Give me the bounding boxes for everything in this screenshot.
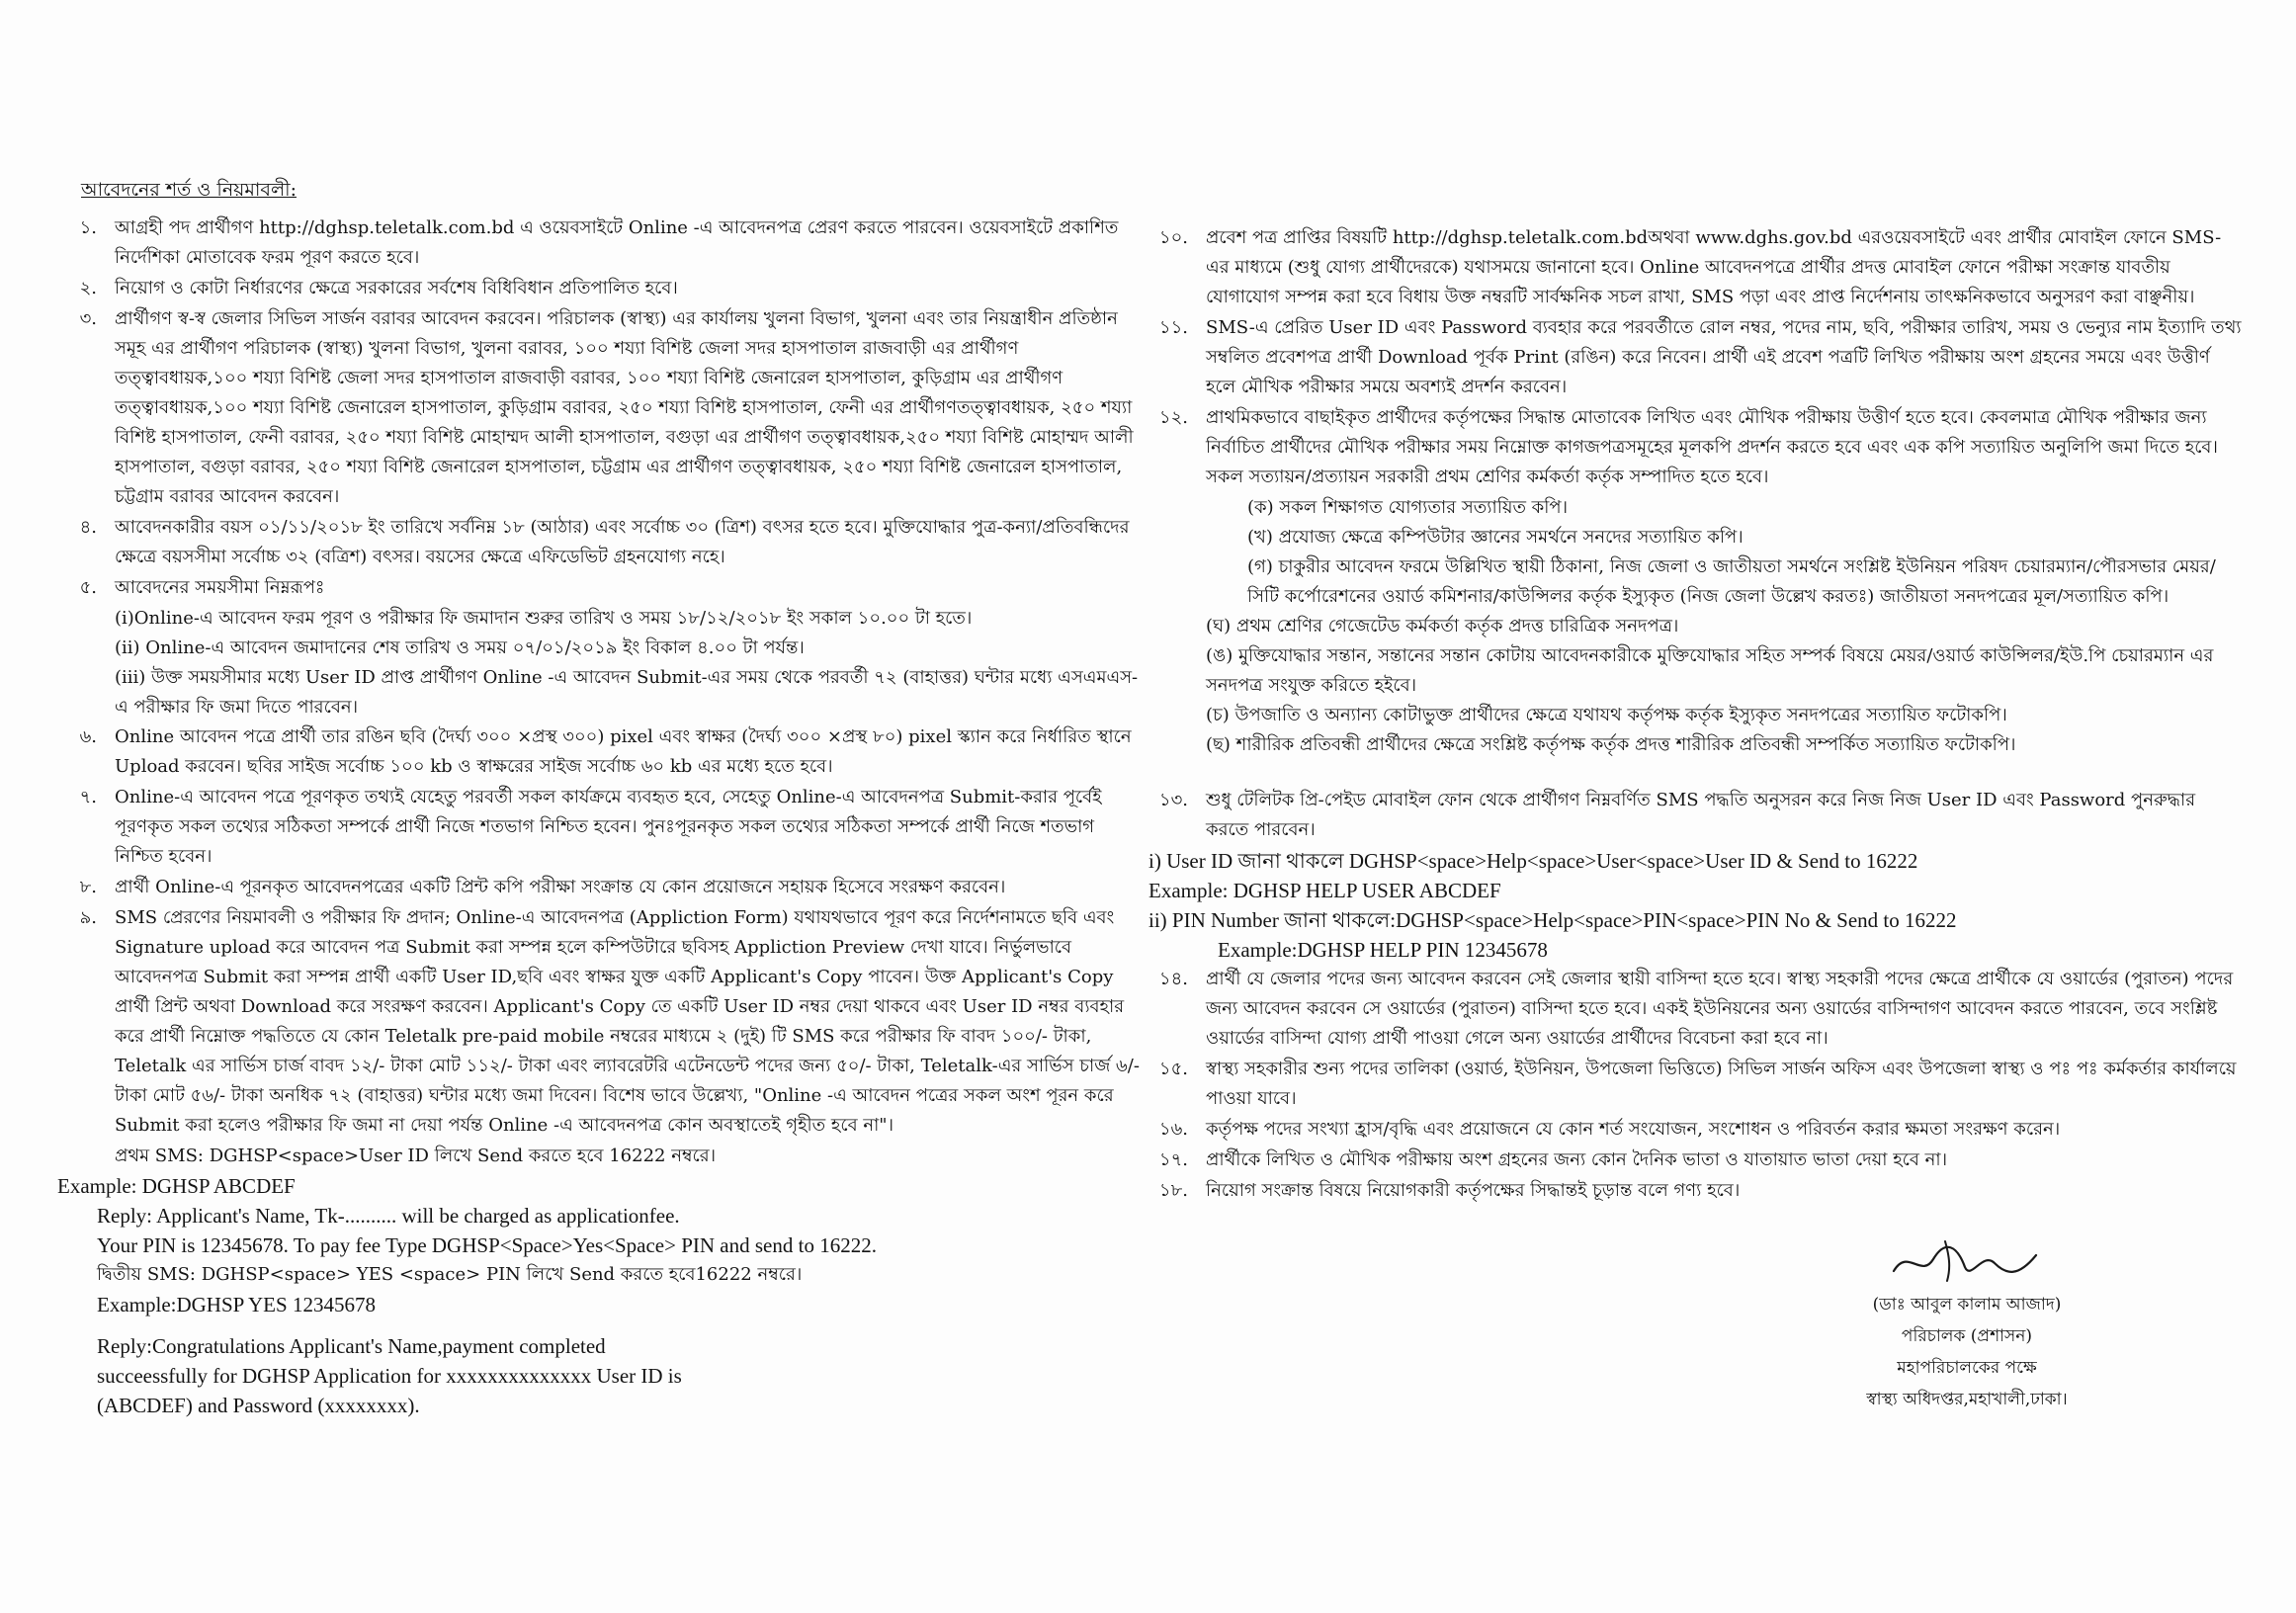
item-number: ৩. [79, 308, 97, 329]
timeline-sub-2: (ii) Online-এ আবেদন জমাদানের শেষ তারিখ ও সময় ০৭/০১/২০১৯ ইং বিকাল ৪.০০ টা পর্যন্ত। [115, 637, 805, 658]
document-sub-chha: (ছ) শারীরিক প্রতিবন্ধী প্রার্থীদের ক্ষেত্রে সংশ্লিষ্ট কর্তৃপক্ষ কর্তৃক প্রদত্ত শারীরিক প্রতিবন্ধী সম্পর্কিত সত্যায়িত ফটোকপি। [1206, 734, 2016, 755]
left-column [57, 176, 1145, 1420]
condition-item-13 [1148, 786, 2242, 845]
recovery-pin: ii) PIN Number জানা থাকলে:DGHSP<space>Help<space>PIN<space>PIN No & Send to 16222 [1148, 908, 1957, 932]
condition-item-14 [1148, 965, 2242, 1054]
item-number: ১৪. [1158, 969, 1188, 989]
item-text: প্রার্থীগণ স্ব-স্ব জেলার সিভিল সার্জন বরাবর আবেদন করবেন। পরিচালক (স্বাস্থ্য) এর কার্যালয় খুলনা বিভাগ, খুলনা এবং তার নিয়ন্ত্রাধীন প্রতিষ্ঠান সমূহ এর প্রার্থীগণ পরিচালক (স্বাস্থ্য) খুলনা বিভাগ, খুলনা বরাবর, ১০০ শয্যা বিশিষ্ট জেলা সদর হাসপাতাল রাজবাড়ী এর প্রার্থীগণ তত্ত্বাবধায়ক,১০০ শয্যা বিশিষ্ট জেলা সদর হাসপাতাল রাজবাড়ী বরাবর, ১০০ শয্যা বিশিষ্ট জেনারেল হাসপাতাল, কুড়িগ্রাম এর প্রার্থীগণ তত্ত্বাবধায়ক,১০০ শয্যা বিশিষ্ট জেনারেল হাসপাতাল, কুড়িগ্রাম বরাবর, ২৫০ শয্যা বিশিষ্ট হাসপাতাল, ফেনী এর প্রার্থীগণতত্ত্বাবধায়ক, ২৫০ শয্যা বিশিষ্ট হাসপাতাল, ফেনী বরাবর, ২৫০ শয্যা বিশিষ্ট মোহাম্মদ আলী হাসপাতাল, বগুড়া এর প্রার্থীগণ তত্ত্বাবধায়ক,২৫০ শয্যা বিশিষ্ট মোহাম্মদ আলী হাসপাতাল, বগুড়া বরাবর, ২৫০ শয্যা বিশিষ্ট জেনারেল হাসপাতাল, চট্টগ্রাম এর প্রার্থীগণ তত্ত্বাবধায়ক, ২৫০ শয্যা বিশিষ্ট জেনারেল হাসপাতাল, চট্টগ্রাম বরাবর আবেদন করবেন। [115, 308, 1134, 507]
second-sms-instruction: দ্বিতীয় SMS: DGHSP<space> YES <space> PIN লিখে Send করতে হবে16222 নম্বরে। [97, 1264, 803, 1285]
recovery-user-id-example: Example: DGHSP HELP USER ABCDEF [1148, 879, 1501, 902]
condition-item-1 [57, 213, 1145, 273]
item-text: আবেদনকারীর বয়স ০১/১১/২০১৮ ইং তারিখে সর্বনিম্ন ১৮ (আঠার) এবং সর্বোচ্চ ৩০ (ত্রিশ) বৎসর হতে হবে। মুক্তিযোদ্ধার পুত্র-কন্যা/প্রতিবন্ধিদের ক্ষেত্রে বয়সসীমা সর্বোচ্চ ৩২ (বত্রিশ) বৎসর। বয়সের ক্ষেত্রে এফিডেভিট গ্রহনযোগ্য নহে। [115, 517, 1130, 567]
recovery-user-id: i) User ID জানা থাকলে DGHSP<space>Help<space>User<space>User ID & Send to 16222 [1148, 849, 1918, 873]
item-text: SMS-এ প্রেরিত User ID এবং Password ব্যবহার করে পরবর্তীতে রোল নম্বর, পদের নাম, ছবি, পরীক্ষার তারিখ, সময় ও ভেন্যুর নাম ইত্যাদি তথ্য সম্বলিত প্রবেশপত্র প্রার্থী Download পূর্বক Print (রঙিন) করে নিবেন। প্রার্থী এই প্রবেশ পত্রটি লিখিত পরীক্ষায় অংশ গ্রহনের সময়ে এবং উত্তীর্ণ হলে মৌখিক পরীক্ষার সময়ে অবশ্যই প্রদর্শন করবেন। [1206, 317, 2242, 397]
item-number: ৪. [79, 517, 97, 538]
item-text: প্রার্থী যে জেলার পদের জন্য আবেদন করবেন সেই জেলার স্থায়ী বাসিন্দা হতে হবে। স্বাস্থ্য সহকারী পদের ক্ষেত্রে প্রার্থীকে যে ওয়ার্ডের (পুরাতন) পদের জন্য আবেদন করবেন সে ওয়ার্ডের (পুরাতন) বাসিন্দা হতে হবে। একই ইউনিয়নের অন্য ওয়ার্ডের বাসিন্দাগণ আবেদন করতে পারবেন, তবে সংশ্লিষ্ট ওয়ার্ডের বাসিন্দা যোগ্য প্রার্থী পাওয়া গেলে অন্য ওয়ার্ডের প্রার্থীদের বিবেচনা করা হবে না। [1206, 969, 2234, 1049]
item-number: ৬. [79, 726, 97, 747]
condition-item-2 [57, 274, 1145, 303]
right-column [1148, 223, 2242, 1207]
condition-item-4 [57, 513, 1145, 572]
item-text: প্রার্থী Online-এ পূরনকৃত আবেদনপত্রের একটি প্রিন্ট কপি পরীক্ষা সংক্রান্ত যে কোন প্রয়োজনে সহায়ক হিসেবে সংরক্ষণ করবেন। [115, 877, 1006, 897]
item-text: কর্তৃপক্ষ পদের সংখ্যা হ্রাস/বৃদ্ধি এবং প্রয়োজনে যে কোন শর্ত সংযোজন, সংশোধন ও পরিবর্তন করার ক্ষমতা সংরক্ষণ করেন। [1206, 1119, 2061, 1140]
item-number: ১৫. [1158, 1059, 1188, 1079]
item-text: শুধু টেলিটক প্রি-পেইড মোবাইল ফোন থেকে প্রার্থীগণ নিম্নবর্ণিত SMS পদ্ধতি অনুসরন করে নিজ নিজ User ID এবং Password পুনরুদ্ধার করতে পারবেন। [1206, 790, 2196, 840]
timeline-sub-1: (i)Online-এ আবেদন ফরম পূরণ ও পরীক্ষার ফি জমাদান শুরুর তারিখ ও সময় ১৮/১২/২০১৮ ইং সকাল ১০.০০ টা হতে। [115, 608, 973, 629]
item-number: ১৭. [1158, 1149, 1188, 1170]
item-text: Online-এ আবেদন পত্রে পূরণকৃত তথ্যই যেহেতু পরবর্তী সকল কার্যক্রমে ব্যবহৃত হবে, সেহেতু Online-এ আবেদনপত্র Submit-করার পূর্বেই পূরণকৃত সকল তথ্যের সঠিকতা সম্পর্কে প্রার্থী নিজে শতভাগ নিশ্চিত হবেন। পুনঃপূরনকৃত সকল তথ্যের সঠিকতা সম্পর্কে প্রার্থী নিজে শতভাগ নিশ্চিত হবেন। [115, 787, 1102, 867]
condition-item-10 [1148, 223, 2242, 312]
section-heading: আবেদনের শর্ত ও নিয়মাবলী: [81, 179, 297, 201]
condition-item-12 [1148, 403, 2242, 492]
condition-item-11 [1148, 313, 2242, 402]
spacer [1148, 760, 2242, 786]
item-number: ১২. [1158, 407, 1188, 428]
document-sub-cha: (চ) উপজাতি ও অন্যান্য কোটাভুক্ত প্রার্থীদের ক্ষেত্রে যথাযথ কর্তৃপক্ষ কর্তৃক ইস্যুকৃত সনদপত্রের সত্যায়িত ফটোকপি। [1206, 705, 2007, 725]
item-text: Online আবেদন পত্রে প্রার্থী তার রঙিন ছবি (দৈর্ঘ্য ৩০০ ×প্রস্থ ৩০০) pixel এবং স্বাক্ষর (দৈর্ঘ্য ৩০০ ×প্রস্থ ৮০) pixel স্ক্যান করে নির্ধারিত স্থানে Upload করবেন। ছবির সাইজ সর্বোচ্চ ১০০ kb ও স্বাক্ষরের সাইজ সর্বোচ্চ ৬০ kb এর মধ্যে হতে হবে। [115, 726, 1132, 777]
item-number: ২. [79, 278, 97, 298]
signatory-designation: পরিচালক (প্রশাসন) [1901, 1326, 2033, 1346]
handwritten-signature [1888, 1237, 2046, 1285]
item-number: ১৮. [1158, 1180, 1188, 1201]
item-text: নিয়োগ ও কোটা নির্ধারণের ক্ষেত্রে সরকারের সর্বশেষ বিধিবিধান প্রতিপালিত হবে। [115, 278, 678, 298]
spacer [57, 1319, 1145, 1331]
first-sms-reply: Reply: Applicant's Name, Tk-.......... will be charged as applicationfee. [97, 1204, 680, 1228]
item-number: ৮. [79, 877, 97, 897]
item-number: ১১. [1158, 317, 1188, 338]
item-number: ১৩. [1158, 790, 1188, 810]
condition-item-15 [1148, 1055, 2242, 1114]
condition-item-16 [1148, 1115, 2242, 1145]
left-items-group-b [57, 722, 1145, 1141]
second-sms-reply-line2: succeessfully for DGHSP Application for xxxxxxxxxxxxxx User ID is [97, 1364, 682, 1388]
item-number: ৭. [79, 787, 97, 807]
first-sms-instruction: প্রথম SMS: DGHSP<space>User ID লিখে Send করতে হবে 16222 নম্বরে। [115, 1146, 717, 1166]
signatory-name: (ডাঃ আবুল কালাম আজাদ) [1872, 1295, 2062, 1315]
signature-block [1838, 1237, 2095, 1415]
condition-item-8 [57, 873, 1145, 902]
timeline-sub-3: (iii) উক্ত সময়সীমার মধ্যে User ID প্রাপ্ত প্রার্থীগণ Online -এ আবেদন Submit-এর সময় থেকে পরবর্তী ৭২ (বাহাত্তর) ঘন্টার মধ্যে এসএমএস-এ পরীক্ষার ফি জমা দিতে পারবেন। [115, 667, 1139, 718]
condition-item-9 [57, 903, 1145, 1141]
document-sub-kha: (খ) প্রযোজ্য ক্ষেত্রে কম্পিউটার জ্ঞানের সমর্থনে সনদের সত্যায়িত কপি। [1247, 527, 1743, 548]
document-sub-uma: (ঙ) মুক্তিযোদ্ধার সন্তান, সন্তানের সন্তান কোটায় আবেদনকারীকে মুক্তিযোদ্ধার সহিত সম্পর্ক বিষয়ে মেয়র/ওয়ার্ড কাউন্সিলর/ইউ.পি চেয়ারম্যান এর সনদপত্র সংযুক্ত করিতে হইবে। [1206, 645, 2214, 696]
condition-item-17 [1148, 1146, 2242, 1175]
left-items-group-a [57, 213, 1145, 603]
first-sms-example: Example: DGHSP ABCDEF [57, 1174, 296, 1198]
item-text: SMS প্রেরণের নিয়মাবলী ও পরীক্ষার ফি প্রদান; Online-এ আবেদনপত্র (Appliction Form) যথাযথভাবে পূরণ করে নির্দেশনামতে ছবি এবং Signature upload করে আবেদন পত্র Submit করা সম্পন্ন হলে কম্পিউটারে ছবিসহ Appliction Preview দেখা যাবে। নির্ভুলভাবে আবেদনপত্র Submit করা সম্পন্ন প্রার্থী একটি User ID,ছবি এবং স্বাক্ষর যুক্ত একটি Applicant's Copy পাবেন। উক্ত Applicant's Copy প্রার্থী প্রিন্ট অথবা Download করে সংরক্ষণ করবেন। Applicant's Copy তে একটি User ID নম্বর দেয়া থাকবে এবং User ID নম্বর ব্যবহার করে প্রার্থী নিম্নোক্ত পদ্ধতিতে যে কোন Teletalk pre-paid mobile নম্বরের মাধ্যমে ২ (দুই) টি SMS করে পরীক্ষার ফি বাবদ ১০০/- টাকা, Teletalk এর সার্ভিস চার্জ বাবদ ১২/- টাকা মোট ১১২/- টাকা এবং ল্যাবরেটরি এটেনডেন্ট পদের জন্য ৫০/- টাকা, Teletalk-এর সার্ভিস চার্জ ৬/- টাকা মোট ৫৬/- টাকা অনধিক ৭২ (বাহাত্তর) ঘন্টার মধ্যে জমা দিবেন। বিশেষ ভাবে উল্লেখ্য, "Online -এ আবেদন পত্রের সকল অংশ পূরন করে Submit করা হলেও পরীক্ষার ফি জমা না দেয়া পর্যন্ত Online -এ আবেদনপত্র কোন অবস্থাতেই গৃহীত হবে না"। [115, 907, 1140, 1136]
document-sub-ka: (ক) সকল শিক্ষাগত যোগ্যতার সত্যায়িত কপি। [1247, 497, 1569, 518]
condition-item-18 [1148, 1176, 2242, 1206]
item-text: প্রবেশ পত্র প্রাপ্তির বিষয়টি http://dghsp.teletalk.com.bdঅথবা www.dghs.gov.bd এরওয়েবসাইটে এবং প্রার্থীর মোবাইল ফোনে SMS-এর মাধ্যমে (শুধু যোগ্য প্রার্থীদেরকে) যথাসময়ে জানানো হবে। Online আবেদনপত্রে প্রার্থীর প্রদত্ত মোবাইল ফোনে পরীক্ষা সংক্রান্ত যাবতীয় যোগাযোগ সম্পন্ন করা হবে বিধায় উক্ত নম্বরটি সার্বক্ষনিক সচল রাখা, SMS পড়া এবং প্রাপ্ত নির্দেশনায় তাৎক্ষনিকভাবে অনুসরণ করা বাঞ্ছনীয়। [1206, 227, 2222, 307]
item-text: প্রার্থীকে লিখিত ও মৌখিক পরীক্ষায় অংশ গ্রহনের জন্য কোন দৈনিক ভাতা ও যাতায়াত ভাতা দেয়া হবে না। [1206, 1149, 1948, 1170]
second-sms-reply: Reply:Congratulations Applicant's Name,payment completed [97, 1334, 606, 1358]
condition-item-5 [57, 573, 1145, 603]
signatory-on-behalf: মহাপরিচালকের পক্ষে [1897, 1358, 2037, 1378]
item-text: আগ্রহী পদ প্রার্থীগণ http://dghsp.teletalk.com.bd এ ওয়েবসাইটে Online -এ আবেদনপত্র প্রেরণ করতে পারবেন। ওয়েবসাইটে প্রকাশিত নির্দেশিকা মোতাবেক ফরম পূরণ করতে হবে। [115, 217, 1119, 268]
item-number: ১৬. [1158, 1119, 1188, 1140]
item-text: নিয়োগ সংক্রান্ত বিষয়ে নিয়োগকারী কর্তৃপক্ষের সিদ্ধান্তই চূড়ান্ত বলে গণ্য হবে। [1206, 1180, 1741, 1201]
document-sub-ga: (গ) চাকুরীর আবেদন ফরমে উল্লিখিত স্থায়ী ঠিকানা, নিজ জেলা ও জাতীয়তা সমর্থনে সংশ্লিষ্ট ইউনিয়ন পরিষদ চেয়ারম্যান/পৌরসভার মেয়র/সিটি কর্পোরেশনের ওয়ার্ড কমিশনার/কাউন্সিলর কর্তৃক ইস্যুকৃত (নিজ জেলা উল্লেখ করতঃ) জাতীয়তা সনদপত্রের মূল/সত্যায়িত কপি। [1247, 556, 2216, 607]
recovery-pin-example: Example:DGHSP HELP PIN 12345678 [1218, 938, 1548, 962]
item-text: আবেদনের সময়সীমা নিম্নরূপঃ [115, 577, 325, 598]
condition-item-3 [57, 304, 1145, 512]
signatory-office: স্বাস্থ্য অধিদপ্তর,মহাখালী,ঢাকা। [1866, 1390, 2068, 1409]
item-number: ৫. [79, 577, 97, 598]
item-number: ৯. [79, 907, 97, 928]
second-sms-reply-line3: (ABCDEF) and Password (xxxxxxxx). [97, 1394, 420, 1417]
item-number: ১০. [1158, 227, 1188, 248]
item-text: প্রাথমিকভাবে বাছাইকৃত প্রার্থীদের কর্তৃপক্ষের সিদ্ধান্ত মোতাবেক লিখিত এবং মৌখিক পরীক্ষায় উত্তীর্ণ হতে হবে। কেবলমাত্র মৌখিক পরীক্ষার জন্য নির্বাচিত প্রার্থীদের মৌখিক পরীক্ষার সময় নিম্নোক্ত কাগজপত্রসমূহের মূলকপি প্রদর্শন করতে হবে এবং এক কপি সত্যায়িত অনুলিপি জমা দিতে হবে। সকল সত্যায়ন/প্রত্যায়ন সরকারী প্রথম শ্রেণির কর্মকর্তা কর্তৃক সম্পাদিত হতে হবে। [1206, 407, 2218, 487]
document-sub-gha: (ঘ) প্রথম শ্রেণির গেজেটেড কর্মকর্তা কর্তৃক প্রদত্ত চারিত্রিক সনদপত্র। [1206, 616, 1679, 637]
item-text: স্বাস্থ্য সহকারীর শুন্য পদের তালিকা (ওয়ার্ড, ইউনিয়ন, উপজেলা ভিত্তিতে) সিভিল সার্জন অফিস এবং উপজেলা স্বাস্থ্য ও পঃ পঃ কর্মকর্তার কার্যালয়ে পাওয়া যাবে। [1206, 1059, 2237, 1109]
condition-item-7 [57, 783, 1145, 872]
item-number: ১. [79, 217, 97, 238]
first-sms-reply-pin: Your PIN is 12345678. To pay fee Type DGHSP<Space>Yes<Space> PIN and send to 16222. [97, 1233, 877, 1257]
condition-item-6 [57, 722, 1145, 782]
second-sms-example: Example:DGHSP YES 12345678 [97, 1293, 376, 1316]
